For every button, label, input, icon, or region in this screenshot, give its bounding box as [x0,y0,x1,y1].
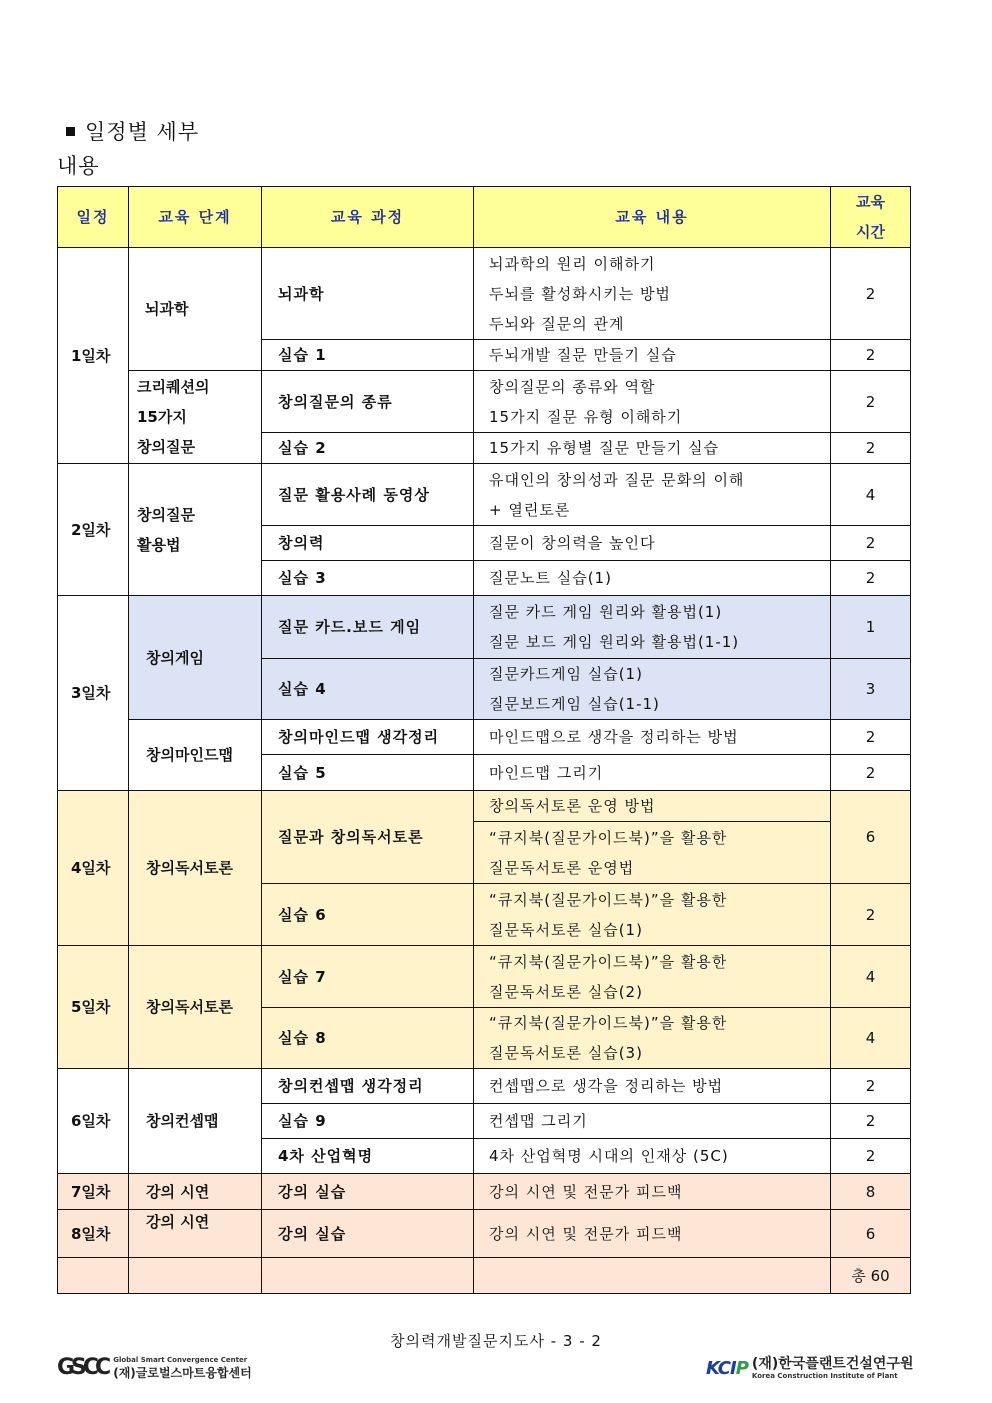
section-heading [66,116,199,146]
kcip-logo-ko: (재)한국플랜트건설연구원 [751,1356,914,1372]
content-line: “큐지북(질문가이드북)”을 활용한 [489,1014,728,1032]
content-line: “큐지북(질문가이드북)”을 활용한 [489,890,728,909]
gscc-logo-en: Global Smart Convergence Center [113,1355,248,1364]
hours-cell: 1 [831,596,911,659]
stage-cell: 강의 시연 [129,1174,262,1210]
day-cell: 4일차 [58,791,129,946]
hours-cell: 8 [831,1174,911,1210]
course-cell: 질문 카드.보드 게임 [262,596,474,659]
content-line: 15가지 질문 유형 이해하기 [489,407,683,426]
content-cell: 15가지 유형별 질문 만들기 실습 [474,433,831,464]
header-stage: 교육 단계 [129,187,262,248]
stage-cell: 창의독서토론 [129,791,262,946]
hours-cell: 6 [831,791,911,884]
hours-cell: 3 [831,659,911,720]
stage-cell: 강의 시연 [129,1210,262,1258]
hours-cell: 4 [831,464,911,526]
content-line: 질문 카드 게임 원리와 활용법(1) [489,603,723,621]
hours-cell: 2 [831,884,911,946]
stage-line: 활용법 [137,535,181,554]
content-line: “큐지북(질문가이드북)”을 활용한 [489,828,728,847]
total-row [58,1258,911,1294]
content-line: 창의질문의 종류와 역할 [489,377,656,396]
day-cell: 1일차 [58,248,129,464]
gscc-logo-text [113,1357,251,1379]
hours-cell: 2 [831,526,911,561]
stage-line: 크리퀘션의 [137,378,210,396]
empty-cell [262,1258,474,1294]
stage-cell: 창의컨셉맵 [129,1069,262,1174]
content-cell: 마인드맵 그리기 [474,755,831,791]
stage-line: 창의질문 [137,505,195,524]
stage-cell: 창의게임 [129,596,262,720]
header-hours-line1: 교육 [856,193,885,211]
gscc-globe-icon: GSCC [57,1355,108,1380]
course-cell: 4차 산업혁명 [262,1139,474,1174]
content-cell [474,659,831,720]
course-cell: 강의 실습 [262,1174,474,1210]
course-cell: 질문 활용사례 동영상 [262,464,474,526]
hours-cell: 2 [831,561,911,596]
gscc-logo-ko: (재)글로벌스마트융합센터 [113,1365,252,1380]
course-cell: 실습 4 [262,659,474,720]
stage-cell [129,371,262,464]
content-line: 질문독서토론 운영법 [489,858,635,877]
hours-cell: 2 [831,248,911,340]
content-cell: 질문이 창의력을 높인다 [474,526,831,561]
hours-cell: 2 [831,433,911,464]
content-line: 두뇌와 질문의 관계 [489,314,625,333]
content-line: + 열린토론 [489,500,571,519]
section-subheading: 내용 [57,154,100,178]
content-line: 질문 보드 게임 원리와 활용법(1-1) [489,633,740,651]
content-cell [474,464,831,526]
content-cell: 4차 산업혁명 시대의 인재상 (5C) [474,1139,831,1174]
content-cell: 컨셉맵으로 생각을 정리하는 방법 [474,1069,831,1104]
kcip-logo-en: Korea Construction Institute of Plant [751,1372,898,1380]
course-cell: 실습 9 [262,1104,474,1139]
content-line: 질문카드게임 실습(1) [489,665,643,683]
content-cell [474,884,831,946]
gscc-logo [57,1355,252,1380]
content-line: 질문보드게임 실습(1-1) [489,695,660,713]
content-line: 두뇌를 활성화시키는 방법 [489,284,671,303]
content-cell: 강의 시연 및 전문가 피드백 [474,1210,831,1258]
header-day: 일정 [58,187,129,248]
header-course: 교육 과정 [262,187,474,248]
day-cell: 2일차 [58,464,129,596]
stage-cell: 창의마인드맵 [129,720,262,791]
content-cell: 질문노트 실습(1) [474,561,831,596]
content-line: 뇌과학의 원리 이해하기 [489,254,656,273]
day-cell: 8일차 [58,1210,129,1258]
course-cell: 실습 5 [262,755,474,791]
content-cell: 컨셉맵 그리기 [474,1104,831,1139]
kcip-logo-text [752,1357,914,1380]
hours-cell: 2 [831,1104,911,1139]
course-cell: 실습 7 [262,946,474,1008]
day-cell: 5일차 [58,946,129,1069]
stage-cell [129,464,262,596]
hours-cell: 2 [831,340,911,371]
content-line: 유대인의 창의성과 질문 문화의 이해 [489,470,745,489]
course-cell: 실습 6 [262,884,474,946]
course-cell: 실습 2 [262,433,474,464]
content-cell [474,946,831,1008]
content-cell [474,822,831,884]
content-cell: 창의독서토론 운영 방법 [474,791,831,822]
course-cell: 질문과 창의독서토론 [262,791,474,884]
content-cell [474,596,831,659]
kcip-mark-b: P [735,1358,748,1379]
course-cell: 창의력 [262,526,474,561]
kcip-logo [706,1357,913,1380]
day-cell: 3일차 [58,596,129,791]
hours-cell: 6 [831,1210,911,1258]
stage-line: 창의질문 [137,438,195,456]
hours-cell: 2 [831,1069,911,1104]
hours-cell: 2 [831,371,911,433]
table-row [58,248,911,340]
content-cell: 강의 시연 및 전문가 피드백 [474,1174,831,1210]
header-hours-line2: 시간 [856,223,885,241]
table-row [58,1069,911,1104]
table-header-row [58,187,911,248]
table-row [58,1174,911,1210]
square-bullet-icon [66,127,75,136]
table-row [58,596,911,659]
content-line: “큐지북(질문가이드북)”을 활용한 [489,952,728,971]
empty-cell [58,1258,129,1294]
empty-cell [474,1258,831,1294]
content-line: 질문독서토론 실습(2) [489,982,643,1001]
content-cell [474,248,831,340]
course-cell: 실습 3 [262,561,474,596]
course-cell: 강의 실습 [262,1210,474,1258]
schedule-table [57,186,911,1294]
hours-cell: 2 [831,720,911,755]
course-cell: 창의마인드맵 생각정리 [262,720,474,755]
hours-cell: 4 [831,1008,911,1069]
table-row [58,1210,911,1258]
stage-line: 15가지 [137,408,187,426]
content-cell [474,371,831,433]
content-cell: 마인드맵으로 생각을 정리하는 방법 [474,720,831,755]
course-cell: 실습 8 [262,1008,474,1069]
kcip-mark-a: KCI [706,1358,736,1379]
page-footer-title: 창의력개발질문지도사 - 3 - 2 [390,1332,602,1350]
header-content: 교육 내용 [474,187,831,248]
table-row [58,371,911,433]
hours-cell: 2 [831,755,911,791]
course-cell: 창의질문의 종류 [262,371,474,433]
content-cell: 두뇌개발 질문 만들기 실습 [474,340,831,371]
content-line: 질문독서토론 실습(1) [489,920,643,939]
stage-cell: 창의독서토론 [129,946,262,1069]
day-cell: 7일차 [58,1174,129,1210]
course-cell: 뇌과학 [262,248,474,340]
content-cell [474,1008,831,1069]
course-cell: 실습 1 [262,340,474,371]
empty-cell [129,1258,262,1294]
content-line: 질문독서토론 실습(3) [489,1044,643,1062]
total-hours-cell: 총 60 [831,1258,911,1294]
table-row [58,791,911,822]
table-row [58,720,911,755]
section-heading-text: 일정별 세부 [85,120,200,144]
day-cell: 6일차 [58,1069,129,1174]
kcip-logo-icon [706,1358,748,1379]
hours-cell: 4 [831,946,911,1008]
header-hours [831,187,911,248]
table-row [58,946,911,1008]
course-cell: 창의컨셉맵 생각정리 [262,1069,474,1104]
hours-cell: 2 [831,1139,911,1174]
table-row [58,464,911,526]
stage-cell: 뇌과학 [129,248,262,371]
